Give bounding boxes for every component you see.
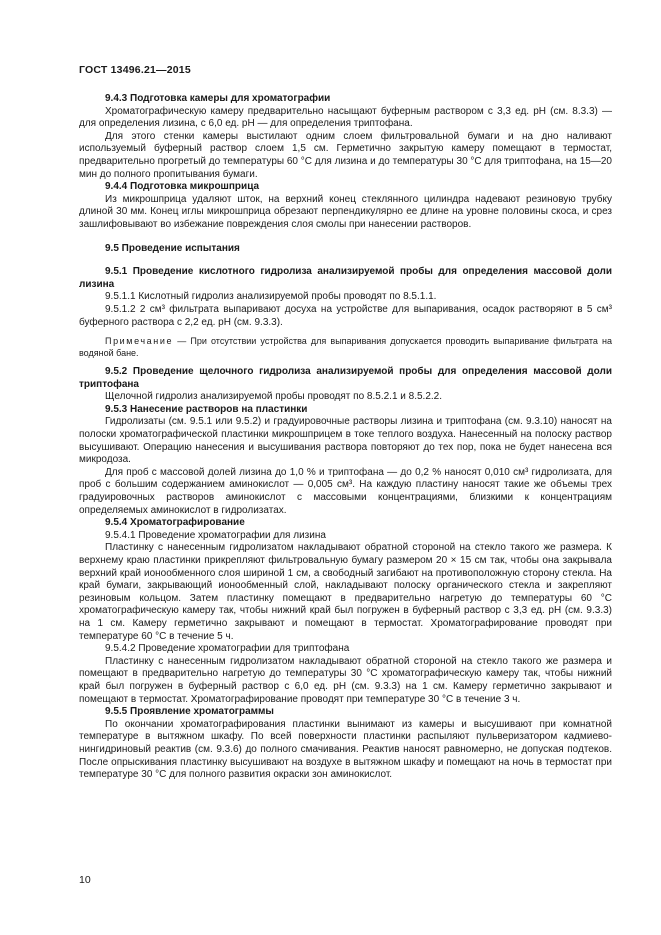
paragraph: Щелочной гидролиз анализируемой пробы проводят по 8.5.2.1 и 8.5.2.2. <box>105 391 443 403</box>
section-heading: 9.5 Проведение испытания <box>105 242 240 254</box>
note-text: — При отсутствии устройства для выпаривания допускается проводить выпаривание фильтрата на водяной бане. <box>79 336 612 358</box>
paragraph: Хроматографическую камеру предварительно насыщают буферным раствором с 3,3 ед. рН (см. 8.3.3) — для определения лизина, с 6,0 ед. рН — для определения триптофана. <box>79 105 612 130</box>
note-label: Примечание <box>105 336 174 347</box>
paragraph: 9.5.1.1 Кислотный гидролиз анализируемой пробы проводят по 8.5.1.1. <box>105 291 437 303</box>
paragraph: Из микрошприца удаляют шток, на верхний конец стеклянного цилиндра надевают резиновую трубку длиной 30 мм. Конец иглы микрошприца обрезают перпендикулярно ее длине на уровне половины скоса, и срез зашлифовывают во избежание повреждения слоя смолы при нанесении растворов. <box>79 193 612 230</box>
section-heading: 9.5.4 Хроматографирование <box>105 517 245 529</box>
paragraph: Пластинку с нанесенным гидролизатом накладывают обратной стороной на стекло такого же размера. К верхнему краю пластинки прикрепляют фильтровальную бумагу размером 20 × 15 см так, чтобы она закрывала верхний край ионообменного слоя шириной 1 см, а свободный загибают на противоположную сторону стекла. На край бумаги, закрывающий ионообменный слой, накладывают полоску органического стекла и закрепляют резиновым кольцом. Затем пластинку помещают в предварительно нагретую до температуры 60 °С хроматографическую камеру так, чтобы нижний край был погружен в буферный раствор с 3,3 ед. рН (см. 9.3.3) на 1 см. Камеру герметично закрывают и помещают в термостат. Хроматографирование проводят при температуре 60 °С в течение 5 ч. <box>79 542 612 642</box>
section-heading: 9.4.4 Подготовка микрошприца <box>105 181 260 193</box>
section-heading: 9.5.3 Нанесение растворов на пластинки <box>105 403 308 415</box>
paragraph: По окончании хроматографирования пластинки вынимают из камеры и высушивают при комнатной температуре в вытяжном шкафу. По всей поверхности пластинки распыляют пульверизатором кадмиево-нингидриновый реактив (см. 9.3.6) до полного смачивания. Реактив наносят равномерно, не допуская подтеков. После опрыскивания пластинку высушивают на воздухе в вытяжном шкафу и помещают на ночь в термостат при температуре 30 °С для полного развития окраски зон аминокислот. <box>79 718 612 781</box>
document-body <box>79 93 612 782</box>
note <box>79 336 612 359</box>
section-heading: 9.5.5 Проявление хроматограммы <box>105 706 274 718</box>
paragraph: Для этого стенки камеры выстилают одним слоем фильтровальной бумаги и на дно наливают используемый буферный раствор слоем 1,5 см. Герметично закрытую камеру помещают в термостат, предварительно прогретый до температуры 60 °С для лизина и до температуры 30 °С для триптофана, на 15—20 мин до полного пропитывания бумаги. <box>79 130 612 180</box>
paragraph: Для проб с массовой долей лизина до 1,0 % и триптофана — до 0,2 % наносят 0,010 см³ гидролизата, для проб с большим содержанием аминокислот — 0,005 см³. На каждую пластину наносят такие же объемы трех градуировочных растворов аминокислот с массовыми концентрациями, близкими к концентрациям определяемых аминокислот в гидролизатах. <box>79 466 612 516</box>
paragraph: 9.5.4.1 Проведение хроматографии для лизина <box>105 529 326 541</box>
paragraph: Гидролизаты (см. 9.5.1 или 9.5.2) и градуировочные растворы лизина и триптофана (см. 9.3.10) наносят на полоски хроматографической пластинки микрошприцем в токе теплого воздуха. Нанесенный на полоску раствор высушивают. Операцию нанесения и высушивания раствора повторяют до тех пор, пока не будет нанесена вся микродоза. <box>79 416 612 466</box>
paragraph: 9.5.4.2 Проведение хроматографии для триптофана <box>105 643 350 655</box>
paragraph: Пластинку с нанесенным гидролизатом накладывают обратной стороной на стекло такого же размера и помещают в предварительно нагретую до температуры 30 °С хроматографическую камеру так, чтобы нижний край был погружен в буферный раствор с 6,0 ед. рН (см. 9.3.3) на 1 см. Камеру герметично закрывают и помещают в термостат. Хроматографирование проводят при температуре 30 °С в течение 3 ч. <box>79 655 612 705</box>
paragraph: 9.5.1.2 2 см³ фильтрата выпаривают досуха на устройстве для выпаривания, осадок растворяют в 5 см³ буферного раствора с 2,2 ед. рН (см. 9.3.3). <box>79 303 612 328</box>
section-heading: 9.4.3 Подготовка камеры для хроматографии <box>105 93 331 104</box>
document-header: ГОСТ 13496.21—2015 <box>79 64 191 76</box>
section-heading: 9.5.2 Проведение щелочного гидролиза анализируемой пробы для определения массовой доли триптофана <box>79 366 612 390</box>
section-heading: 9.5.1 Проведение кислотного гидролиза анализируемой пробы для определения массовой доли лизина <box>79 266 612 290</box>
page-number: 10 <box>79 874 91 886</box>
